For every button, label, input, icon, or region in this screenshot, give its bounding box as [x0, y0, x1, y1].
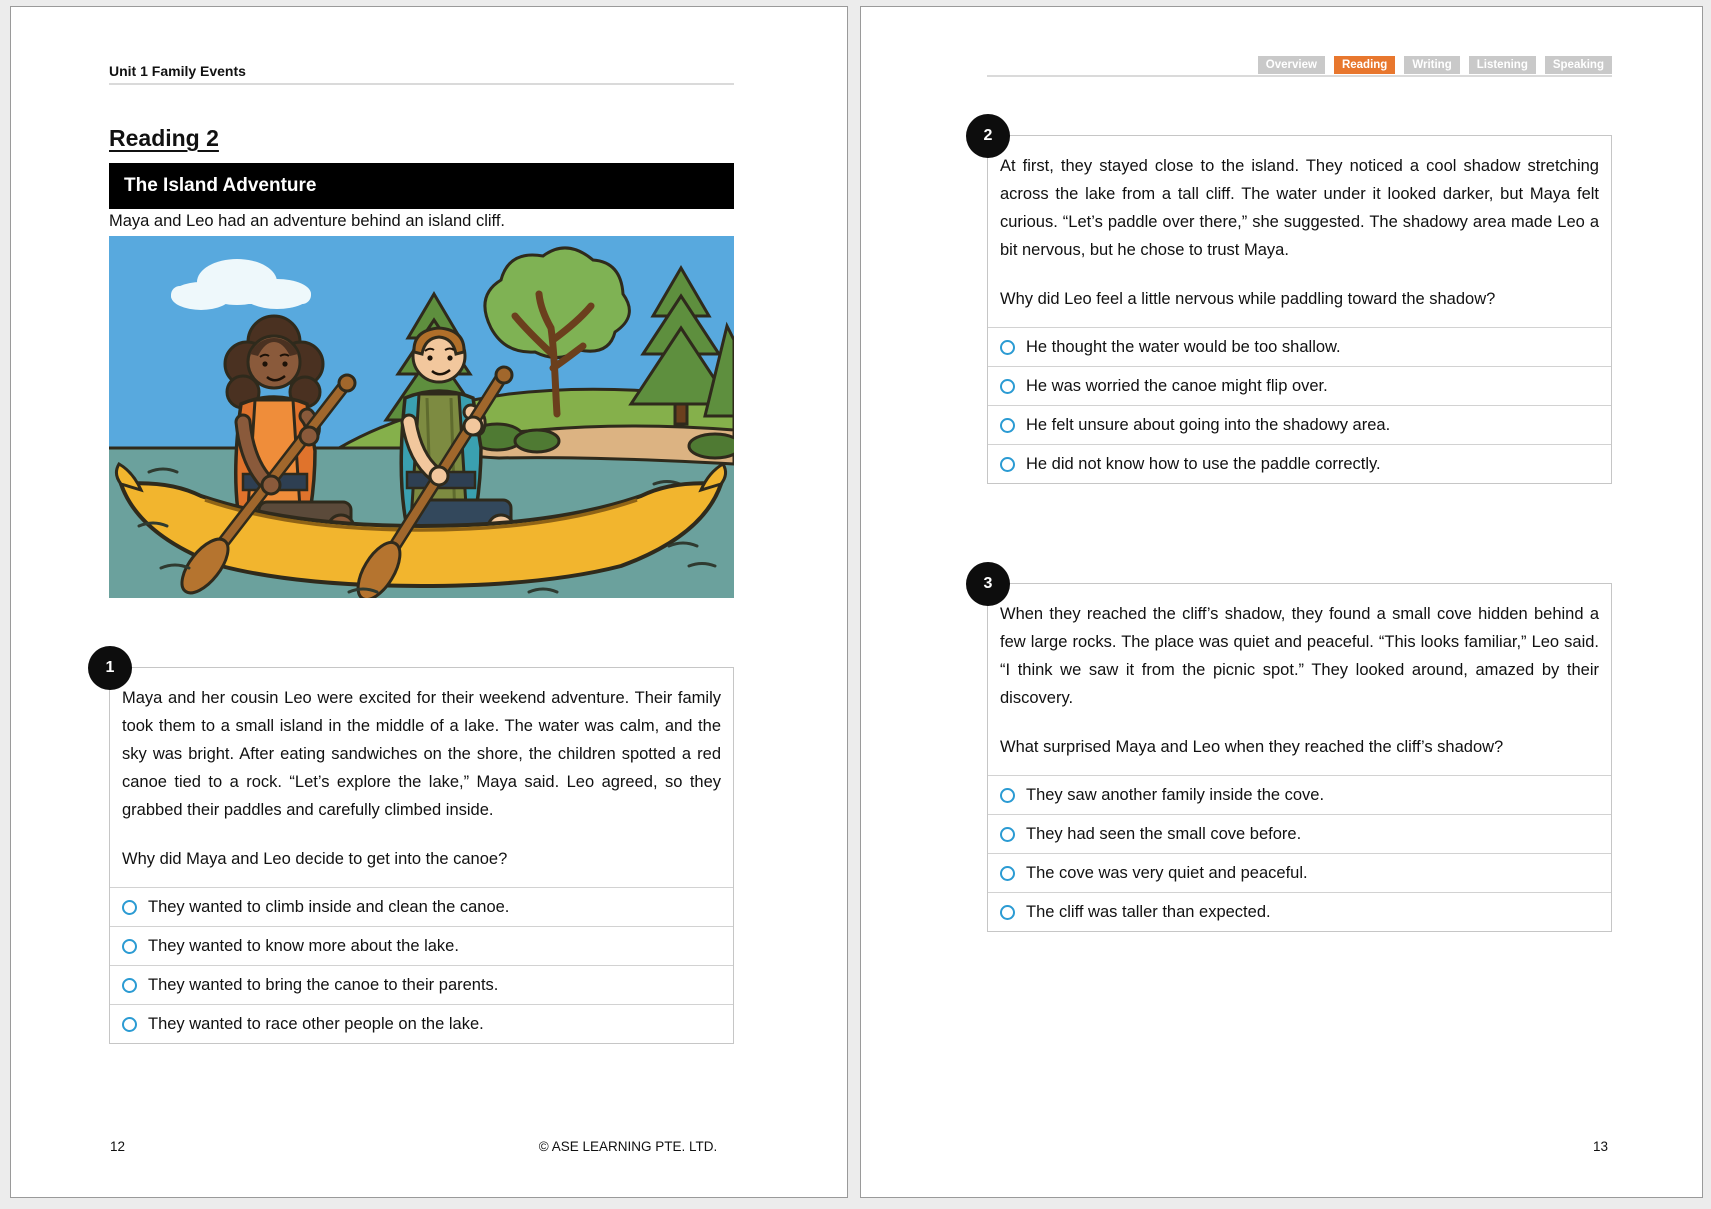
- question-2-passage: At first, they stayed close to the island. They noticed a cool shadow stretching across the lake from a tall cliff. The water under it looked darker, but Maya felt curious. “Let’s paddle over there,” she suggested. The shadowy area made Leo a bit nervous, but he chose to trust Maya.: [1000, 157, 1599, 259]
- option-label: The cliff was taller than expected.: [1026, 902, 1271, 921]
- radio-icon[interactable]: [1000, 340, 1015, 355]
- unit-header: Unit 1 Family Events: [109, 63, 246, 79]
- radio-icon[interactable]: [1000, 379, 1015, 394]
- question-2-number-badge: 2: [966, 114, 1010, 158]
- option-label: He was worried the canoe might flip over.: [1026, 376, 1328, 395]
- option-label: They wanted to know more about the lake.: [148, 936, 459, 955]
- radio-icon[interactable]: [122, 978, 137, 993]
- skill-tabs: [987, 56, 1612, 74]
- question-3-option-c[interactable]: [988, 853, 1611, 892]
- option-label: The cove was very quiet and peaceful.: [1026, 863, 1308, 882]
- radio-icon[interactable]: [1000, 457, 1015, 472]
- tab-listening[interactable]: Listening: [1469, 56, 1536, 74]
- question-3-option-a[interactable]: [988, 775, 1611, 814]
- question-3-box: [987, 583, 1612, 932]
- option-label: They wanted to race other people on the lake.: [148, 1014, 484, 1033]
- radio-icon[interactable]: [122, 939, 137, 954]
- passage-title-banner: The Island Adventure: [109, 163, 734, 209]
- radio-icon[interactable]: [1000, 866, 1015, 881]
- question-2: [983, 127, 1612, 484]
- radio-icon[interactable]: [1000, 905, 1015, 920]
- radio-icon[interactable]: [1000, 827, 1015, 842]
- question-2-prompt: Why did Leo feel a little nervous while paddling toward the shadow?: [1000, 290, 1496, 308]
- radio-icon[interactable]: [1000, 788, 1015, 803]
- canoe-illustration-svg: [109, 236, 734, 598]
- header-rule: [987, 75, 1612, 77]
- page-number-left: 12: [110, 1139, 126, 1154]
- option-label: They wanted to bring the canoe to their parents.: [148, 975, 499, 994]
- question-3-option-d[interactable]: [988, 892, 1611, 931]
- page-number-right: 13: [1592, 1139, 1608, 1154]
- radio-icon[interactable]: [122, 900, 137, 915]
- question-1-option-a[interactable]: [110, 887, 733, 926]
- question-3-option-b[interactable]: [988, 814, 1611, 853]
- option-label: He did not know how to use the paddle correctly.: [1026, 454, 1381, 473]
- question-1-prompt: Why did Maya and Leo decide to get into the canoe?: [122, 850, 508, 868]
- section-title: Reading 2: [109, 125, 219, 151]
- question-1-option-b[interactable]: [110, 926, 733, 965]
- question-1-number-badge: 1: [88, 646, 132, 690]
- passage-intro: Maya and Leo had an adventure behind an island cliff.: [109, 212, 505, 230]
- question-2-option-b[interactable]: [988, 366, 1611, 405]
- tab-reading[interactable]: Reading: [1334, 56, 1395, 74]
- question-1: [105, 659, 734, 1044]
- question-3-number-badge: 3: [966, 562, 1010, 606]
- option-label: They had seen the small cove before.: [1026, 824, 1302, 843]
- question-2-option-a[interactable]: [988, 327, 1611, 366]
- header-rule: [109, 83, 734, 85]
- question-2-option-c[interactable]: [988, 405, 1611, 444]
- copyright: © ASE LEARNING PTE. LTD.: [538, 1139, 718, 1154]
- tab-overview[interactable]: Overview: [1258, 56, 1325, 74]
- question-2-option-d[interactable]: [988, 444, 1611, 483]
- tab-speaking[interactable]: Speaking: [1545, 56, 1612, 74]
- question-3: [983, 575, 1612, 932]
- option-label: They wanted to climb inside and clean the canoe.: [148, 897, 510, 916]
- tab-writing[interactable]: Writing: [1404, 56, 1459, 74]
- option-label: They saw another family inside the cove.: [1026, 785, 1325, 804]
- question-2-box: [987, 135, 1612, 484]
- radio-icon[interactable]: [1000, 418, 1015, 433]
- question-3-prompt: What surprised Maya and Leo when they reached the cliff’s shadow?: [1000, 738, 1504, 756]
- question-1-option-c[interactable]: [110, 965, 733, 1004]
- question-1-option-d[interactable]: [110, 1004, 733, 1043]
- radio-icon[interactable]: [122, 1017, 137, 1032]
- option-label: He felt unsure about going into the shadowy area.: [1026, 415, 1391, 434]
- left-page: [10, 6, 848, 1198]
- canoe-illustration: [109, 236, 734, 598]
- question-1-box: [109, 667, 734, 1044]
- right-page: [860, 6, 1703, 1198]
- option-label: He thought the water would be too shallow.: [1026, 337, 1341, 356]
- question-3-passage: When they reached the cliff’s shadow, they found a small cove hidden behind a few large rocks. The place was quiet and peaceful. “This looks familiar,” Leo said. “I think we saw it from the picnic spot.” They looked around, amazed by their discovery.: [1000, 605, 1599, 707]
- question-1-passage: Maya and her cousin Leo were excited for their weekend adventure. Their family took them to a small island in the middle of a lake. The water was calm, and the sky was bright. After eating sandwiches on the shore, the children spotted a red canoe tied to a rock. “Let’s explore the lake,” Maya said. Leo agreed, so they grabbed their paddles and carefully climbed inside.: [122, 689, 721, 819]
